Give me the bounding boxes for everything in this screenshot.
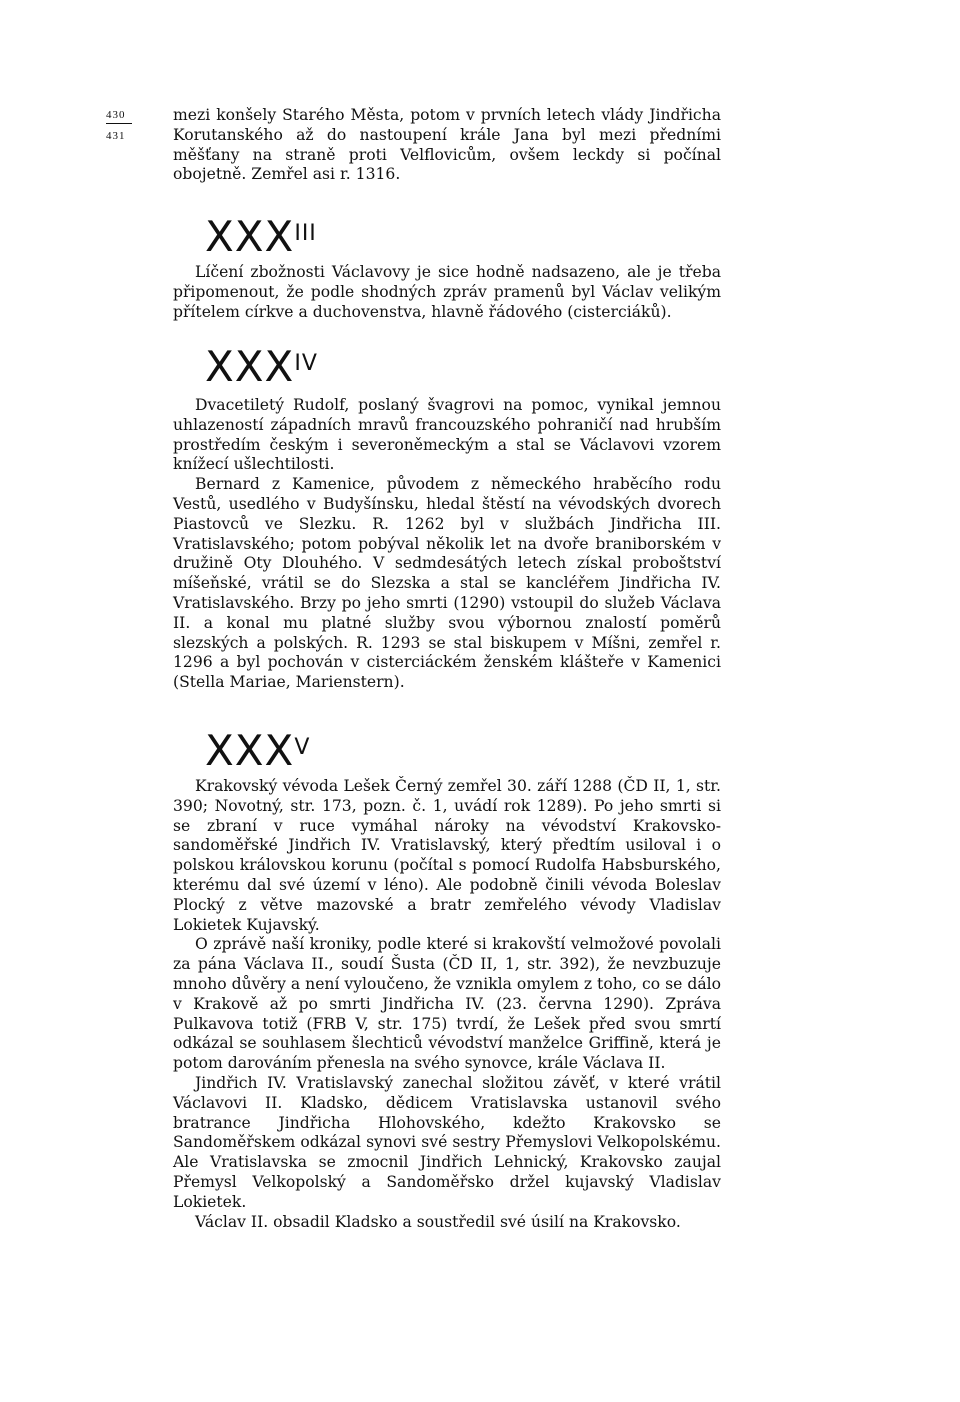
- section-heading-xxxiv: [205, 342, 318, 391]
- section-heading-xxxv: [205, 726, 311, 775]
- page-ref-top: 430: [106, 108, 132, 124]
- section-heading-xxxiii: [205, 212, 317, 261]
- body-paragraph: Dvacetiletý Rudolf, poslaný švagrovi na pomoc, vynikal jemnou uhlazeností západních mravů francouzského pohraničí nad hrubším prostředím českým i severoněmeckým a stal se Václavovi vzorem knížecí ušlechtilosti.: [173, 396, 721, 474]
- heading-superscript: IV: [294, 351, 318, 376]
- body-paragraph: Líčení zbožnosti Václavovy je sice hodně nadsazeno, ale je třeba připomenout, že podle shodných zpráv pramenů byl Václav velikým přítelem církve a duchovenstva, hlavně řádového (cisterciáků).: [173, 263, 721, 321]
- body-paragraph: Bernard z Kamenice, původem z německého hraběcího rodu Vestů, usedlého v Budyšínsku, hledal štěstí na vévodských dvorech Piastovců ve Slezku. R. 1262 byl v službách Jindřicha III. Vratislavského; potom pobýval několik let na dvoře braniborském v družině Oty Dlouhého. V sedmdesátých letech získal proboštství míšeňské, vrátil se do Slezska a stal se kancléřem Jindřicha IV. Vratislavského. Brzy po jeho smrti (1290) vstoupil do služeb Václava II. a konal mu platné služby svou výbornou znalostí poměrů slezských a polských. R. 1293 se stal biskupem v Míšni, zemřel r. 1296 a byl pochován v cisterciáckém ženském klášteře v Kamenici (Stella Mariae, Marienstern).: [173, 475, 721, 692]
- intro-paragraph: mezi konšely Starého Města, potom v prvních letech vlády Jindřicha Korutanského až do nastoupení krále Jana byl mezi předními měšťany na straně proti Velflovicům, ovšem leckdy si počínal obojetně. Zemřel asi r. 1316.: [173, 106, 721, 184]
- page-reference-numbers: [106, 108, 132, 143]
- body-paragraph: Václav II. obsadil Kladsko a soustředil své úsilí na Krakovsko.: [195, 1212, 681, 1231]
- section-body-xxxv: [173, 777, 721, 1232]
- page-ref-bottom: 431: [106, 130, 126, 142]
- section-body-xxxiv: [173, 396, 721, 693]
- body-paragraph: O zprávě naší kroniky, podle které si krakovští velmožové povolali za pána Václava II., soudí Šusta (ČD II, 1, str. 392), že nevzbuzuje mnoho důvěry a není vyloučeno, že vznikla omylem z toho, co se dálo v Krakově až po smrti Jindřicha IV. (23. června 1290). Zpráva Pulkavova totiž (FRB V, str. 175) tvrdí, že Lešek před svou smrtí odkázal se souhlasem šlechticů vévodství manželce Griffině, která je potom darováním přenesla na svého synovce, krále Václava II.: [173, 935, 721, 1073]
- heading-superscript: V: [294, 735, 311, 760]
- body-paragraph: Krakovský vévoda Lešek Černý zemřel 30. září 1288 (ČD II, 1, str. 390; Novotný, str. 173, pozn. č. 1, uvádí rok 1289). Po jeho smrti si se zbraní v ruce vymáhal nároky na vévodství Krakovsko-sandoměřské Jindřich IV. Vratislavský, který předtím usiloval i o polskou královskou korunu (počítal s pomocí Rudolfa Habsburského, kterému dal své území v léno). Ale podobně činili vévoda Boleslav Plocký z větve mazovské a bratr zemřelého vévody Vladislav Lokietek Kujavský.: [173, 777, 721, 934]
- section-body-xxxiii: [173, 263, 721, 322]
- heading-superscript: III: [294, 221, 317, 246]
- heading-main: XXX: [205, 726, 295, 775]
- body-paragraph: Jindřich IV. Vratislavský zanechal složitou závěť, v které vrátil Václavovi II. Kladsko, dědicem Vratislavska ustanovil svého bratrance Jindřicha Hlohovského, kdežto Krakovsko se Sandoměřskem odkázal synovi své sestry Přemyslovi Velkopolskému. Ale Vratislavska se zmocnil Jindřich Lehnický, Krakovsko zaujal Přemysl Velkopolský a Sandoměřsko držel kujavský Vladislav Lokietek.: [173, 1073, 721, 1211]
- heading-main: XXX: [205, 212, 295, 261]
- intro-text-block: [173, 106, 721, 185]
- heading-main: XXX: [205, 342, 295, 391]
